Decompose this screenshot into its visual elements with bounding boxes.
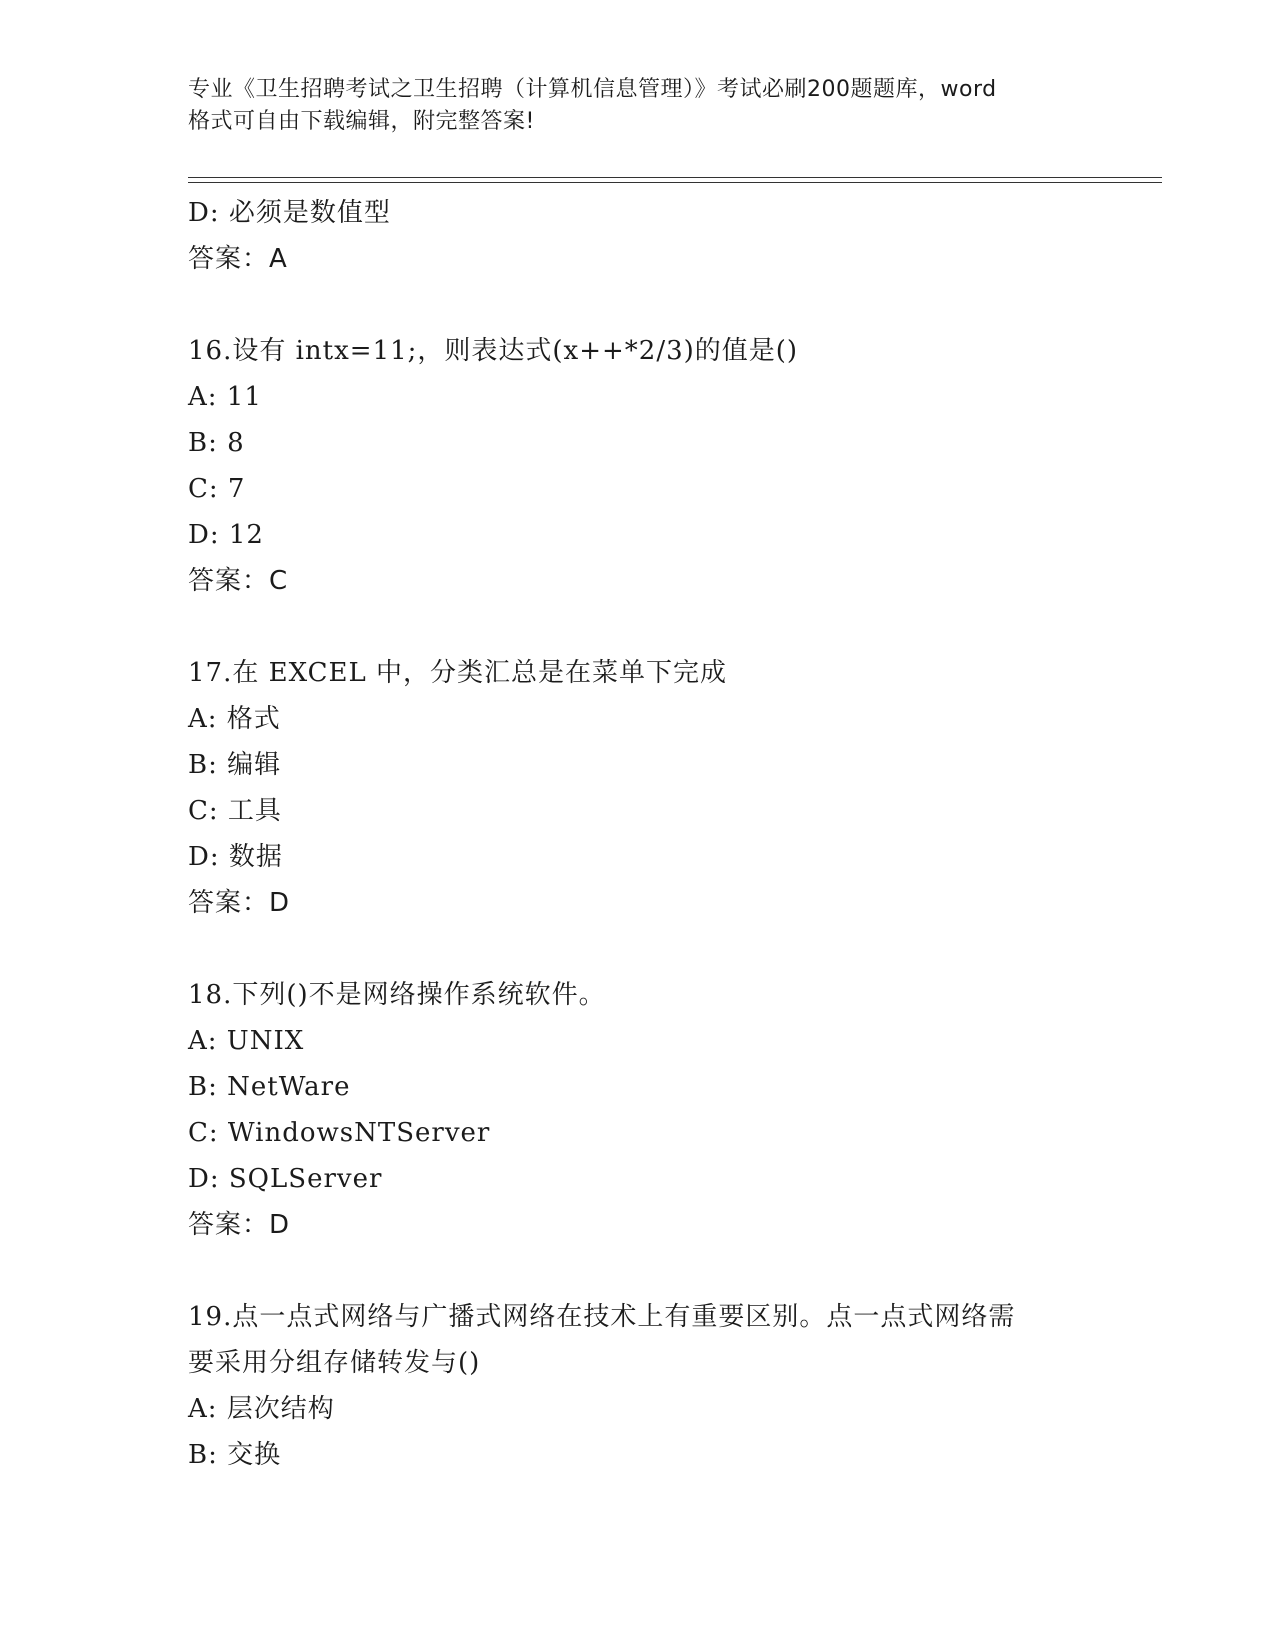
spacer <box>188 282 1088 328</box>
document-header <box>188 74 1088 138</box>
spacer <box>188 604 1088 650</box>
question-text: 17.在 EXCEL 中，分类汇总是在菜单下完成 <box>188 658 728 688</box>
question-block-17 <box>188 650 1088 926</box>
question-text: 16.设有 intx=11;，则表达式(x++*2/3)的值是() <box>188 336 799 366</box>
answer-line: 答案：C <box>188 566 289 596</box>
option-a: A: 格式 <box>188 704 281 734</box>
option-b: B: 交换 <box>188 1440 282 1470</box>
question-text-line-2: 要采用分组存储转发与() <box>188 1348 481 1378</box>
question-block-19 <box>188 1294 1088 1478</box>
header-divider-bottom <box>188 182 1162 183</box>
option-c: C: 工具 <box>188 796 282 826</box>
question-text: 18.下列()不是网络操作系统软件。 <box>188 980 606 1010</box>
question-list <box>188 190 1088 1478</box>
answer-line: 答案：D <box>188 1210 291 1240</box>
option-a: A: UNIX <box>188 1026 305 1056</box>
spacer <box>188 926 1088 972</box>
option-b: B: 8 <box>188 428 245 458</box>
option-c: C: 7 <box>188 474 246 504</box>
question-block-18 <box>188 972 1088 1248</box>
question-text-line-1: 19.点一点式网络与广播式网络在技术上有重要区别。点一点式网络需 <box>188 1302 1016 1332</box>
option-c: C: WindowsNTServer <box>188 1118 491 1148</box>
answer-line: 答案：A <box>188 244 288 274</box>
option-b: B: 编辑 <box>188 750 282 780</box>
header-divider-top <box>188 177 1162 178</box>
option-d: D: 12 <box>188 520 264 550</box>
question-block-16 <box>188 328 1088 604</box>
header-line-1: 专业《卫生招聘考试之卫生招聘（计算机信息管理）》考试必刷200题题库，word <box>188 77 997 102</box>
option-a: A: 11 <box>188 382 262 412</box>
header-line-2: 格式可自由下载编辑，附完整答案! <box>188 109 535 134</box>
option-d: D: 必须是数值型 <box>188 198 391 228</box>
option-d: D: 数据 <box>188 842 283 872</box>
option-b: B: NetWare <box>188 1072 351 1102</box>
question-block-15-tail <box>188 190 1088 282</box>
option-d: D: SQLServer <box>188 1164 383 1194</box>
spacer <box>188 1248 1088 1294</box>
answer-line: 答案：D <box>188 888 291 918</box>
option-a: A: 层次结构 <box>188 1394 335 1424</box>
